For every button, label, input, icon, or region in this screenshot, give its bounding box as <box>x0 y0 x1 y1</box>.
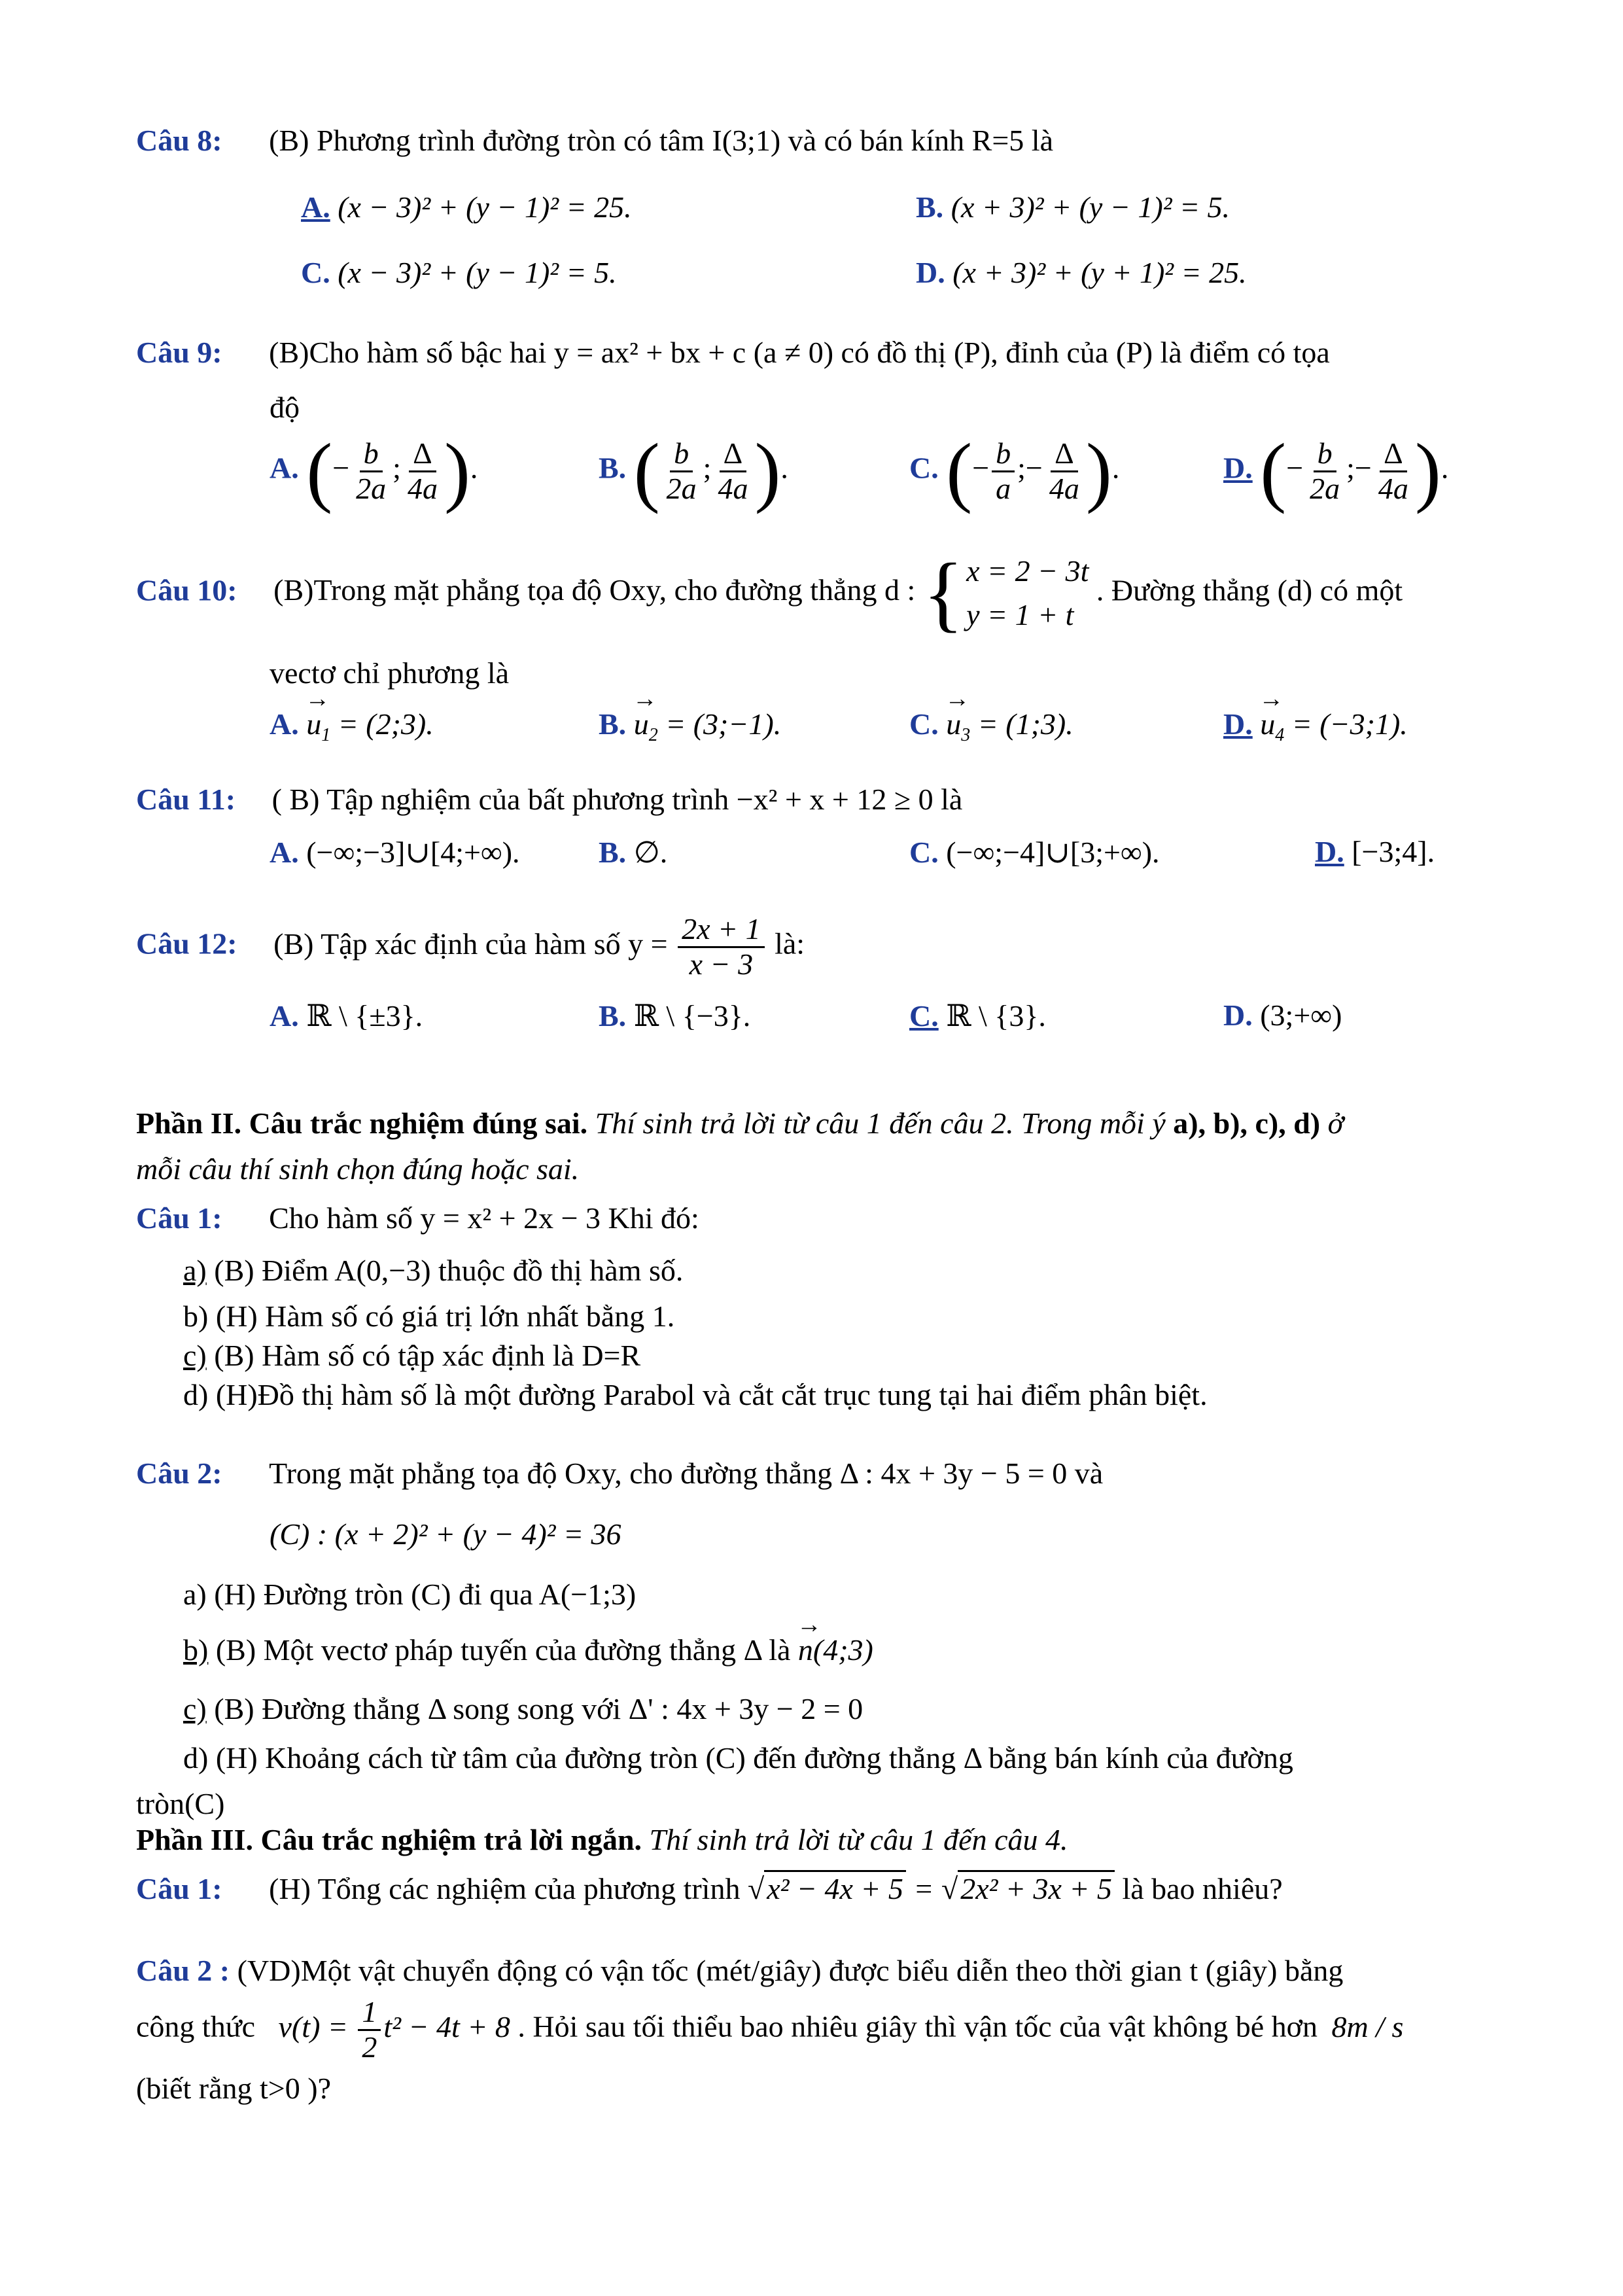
question-label: Câu 12: <box>136 927 237 961</box>
option-b <box>916 190 1230 224</box>
question-text-cont: độ <box>270 391 300 424</box>
option-a: A. → $u_1$ = (2;3). <box>270 707 434 746</box>
question-9 <box>136 335 1330 370</box>
part2-question-2 <box>136 1456 1103 1491</box>
option-text: (x − 3)² + (y − 1)² = 25. <box>338 190 632 224</box>
option-b <box>599 834 667 870</box>
option-letter: B. <box>599 707 627 741</box>
part-instructions-end: ở <box>1327 1106 1344 1140</box>
circle-equation: (C) : (x + 2)² + (y − 4)² = 36 <box>270 1517 621 1551</box>
question-text: (B)Cho hàm số bậc hai y = ax² + bx + c (a ≠ 0) có đồ thị (P), đỉnh của (P) là điểm có tọa <box>269 336 1330 369</box>
question-label: Câu 2 : <box>136 1954 230 1987</box>
question-text: (B)Trong mặt phẳng tọa độ Oxy, cho đường thẳng d : <box>273 573 916 607</box>
statement-c: c) (B) Hàm số có tập xác định là D=R <box>183 1339 641 1372</box>
option-a <box>270 834 520 870</box>
question-text: ( B) Tập nghiệm của bất phương trình −x² + x + 12 ≥ 0 là <box>271 783 963 816</box>
statement-a: a) (B) Điểm A(0,−3) thuộc đồ thị hàm số. <box>183 1254 684 1287</box>
option-letter: B. <box>599 451 627 485</box>
option-text: ∅. <box>633 836 668 869</box>
statement-a: a) (H) Đường tròn (C) đi qua A(−1;3) <box>183 1578 637 1611</box>
option-c <box>909 998 1046 1033</box>
line-equation-system: { x = 2 − 3t y = 1 + t <box>922 546 1089 641</box>
question-label: Câu 10: <box>136 573 237 607</box>
question-text: Cho hàm số y = x² + 2x − 3 Khi đó: <box>269 1201 699 1235</box>
option-c: C. (− $\frac{b}{a}$ ;− $\frac{\Delta}{4a}$ ). <box>909 427 1120 514</box>
option-letter: C. <box>909 707 939 741</box>
option-text: (−∞;−4]∪[3;+∞). <box>946 836 1160 869</box>
question-text-end: (biết rằng t>0 )? <box>136 2072 331 2105</box>
option-d <box>1315 834 1435 869</box>
part-title: Phần II. Câu trắc nghiệm đúng sai. <box>136 1106 588 1140</box>
question-text-cont: công thức v(t) = $\frac{1}{2}$ t² − 4t + 8 . Hỏi sau tối thiểu bao nhiêu giây thì vận tốc của vật không bé hơn 8m / s <box>136 1995 1404 2064</box>
part2-question-1 <box>136 1201 699 1235</box>
question-10 <box>136 546 1403 641</box>
option-letter: B. <box>599 999 627 1033</box>
option-text: [−3;4]. <box>1352 835 1435 868</box>
statement-b: b) (B) Một vectơ pháp tuyến của đường thẳng Δ là → n(4;3) <box>183 1633 873 1667</box>
fraction: $\frac{2x + 1}{x - 3}$ <box>678 913 764 981</box>
option-letter: A. <box>270 451 299 485</box>
option-letter: A. <box>301 190 330 224</box>
option-d: D. (− $\frac{b}{2a}$ ;− $\frac{\Delta}{4a}$ ). <box>1223 427 1449 514</box>
option-letter: B. <box>599 836 627 869</box>
option-d: D. → $u_4$ = (−3;1). <box>1223 707 1408 746</box>
option-d <box>916 255 1247 290</box>
part3-question-1 <box>136 1871 1283 1906</box>
part-instructions-cont: mỗi câu thí sinh chọn đúng hoặc sai. <box>136 1152 580 1186</box>
option-text: ℝ \ {±3}. <box>306 999 423 1033</box>
statement-d: d) (H) Khoảng cách từ tâm của đường tròn (C) đến đường thẳng Δ bằng bán kính của đường <box>183 1741 1293 1775</box>
question-label: Câu 1: <box>136 1201 222 1235</box>
option-text: (x + 3)² + (y − 1)² = 5. <box>951 190 1230 224</box>
question-text-end: là: <box>775 927 805 961</box>
radical-equation: √x² − 4x + 5 = √2x² + 3x + 5 <box>748 1870 1115 1905</box>
option-b: B. ( $\frac{b}{2a}$ ; $\frac{\Delta}{4a}$ ). <box>599 427 788 514</box>
option-text: ℝ \ {3}. <box>946 999 1046 1033</box>
question-text-cont: vectơ chỉ phương là <box>270 656 510 690</box>
part-instructions: Thí sinh trả lời từ câu 1 đến câu 2. Trong mỗi ý <box>595 1106 1166 1140</box>
option-letter: D. <box>1223 998 1253 1032</box>
option-c <box>909 834 1160 870</box>
option-letter: C. <box>909 836 939 869</box>
part-title: Phần III. Câu trắc nghiệm trả lời ngắn. <box>136 1823 642 1856</box>
part-2-heading <box>136 1106 1344 1140</box>
option-a: A. (− $\frac{b}{2a}$ ; $\frac{\Delta}{4a}$ ). <box>270 427 478 514</box>
option-a <box>301 190 632 224</box>
question-label: Câu 1: <box>136 1872 222 1905</box>
option-letter: B. <box>916 190 944 224</box>
option-letter: D. <box>1223 707 1253 741</box>
option-letter: A. <box>270 707 299 741</box>
option-letter: C. <box>909 999 939 1033</box>
option-letter: D. <box>1315 835 1344 868</box>
option-letter: D. <box>1223 451 1253 485</box>
option-letter: A. <box>270 836 299 869</box>
question-12 <box>136 913 805 981</box>
option-letter: C. <box>301 256 330 289</box>
option-letter: D. <box>916 256 945 289</box>
question-text-end: . Đường thẳng (d) có một <box>1096 573 1403 607</box>
question-text: (B) Tập xác định của hàm số y = <box>273 927 668 961</box>
question-label: Câu 8: <box>136 124 222 157</box>
question-text: Trong mặt phẳng tọa độ Oxy, cho đường thẳng Δ : 4x + 3y − 5 = 0 và <box>269 1457 1104 1490</box>
part-instructions-items: a), b), c), d) <box>1173 1106 1321 1140</box>
option-b: B. → $u_2$ = (3;−1). <box>599 707 781 746</box>
option-text: ℝ \ {−3}. <box>633 999 751 1033</box>
option-letter: C. <box>909 451 939 485</box>
statement-d-cont: tròn(C) <box>136 1787 225 1820</box>
question-text: (B) Phương trình đường tròn có tâm I(3;1) và có bán kính R=5 là <box>269 124 1053 157</box>
option-letter: A. <box>270 999 299 1033</box>
question-text: (H) Tổng các nghiệm của phương trình <box>269 1872 741 1905</box>
option-text: (−∞;−3]∪[4;+∞). <box>306 836 520 869</box>
option-c <box>301 255 617 290</box>
question-label: Câu 9: <box>136 336 222 369</box>
part3-question-2 <box>136 1953 1343 1988</box>
question-label: Câu 11: <box>136 783 236 816</box>
statement-c: c) (B) Đường thẳng Δ song song với Δ' : 4x + 3y − 2 = 0 <box>183 1692 864 1725</box>
question-11 <box>136 782 962 817</box>
velocity-formula: v(t) = $\frac{1}{2}$ t² − 4t + 8 <box>278 1995 510 2064</box>
option-text: (x − 3)² + (y − 1)² = 5. <box>338 256 617 289</box>
question-label: Câu 2: <box>136 1457 222 1490</box>
option-text: (x + 3)² + (y + 1)² = 25. <box>952 256 1247 289</box>
option-a <box>270 998 423 1033</box>
option-c: C. → $u_3$ = (1;3). <box>909 707 1073 746</box>
option-text: (3;+∞) <box>1260 998 1342 1032</box>
part-3-heading <box>136 1822 1068 1857</box>
statement-b: b) (H) Hàm số có giá trị lớn nhất bằng 1. <box>183 1299 675 1333</box>
question-text: (VD)Một vật chuyển động có vận tốc (mét/giây) được biểu diễn theo thời gian t (giây) bằng <box>237 1954 1344 1987</box>
question-text-end: là bao nhiêu? <box>1122 1872 1283 1905</box>
part-instructions: Thí sinh trả lời từ câu 1 đến câu 4. <box>649 1823 1068 1856</box>
option-d <box>1223 998 1342 1033</box>
statement-d: d) (H)Đồ thị hàm số là một đường Parabol và cắt cắt trục tung tại hai điểm phân biệt. <box>183 1378 1208 1411</box>
option-b <box>599 998 750 1033</box>
question-8 <box>136 123 1053 158</box>
